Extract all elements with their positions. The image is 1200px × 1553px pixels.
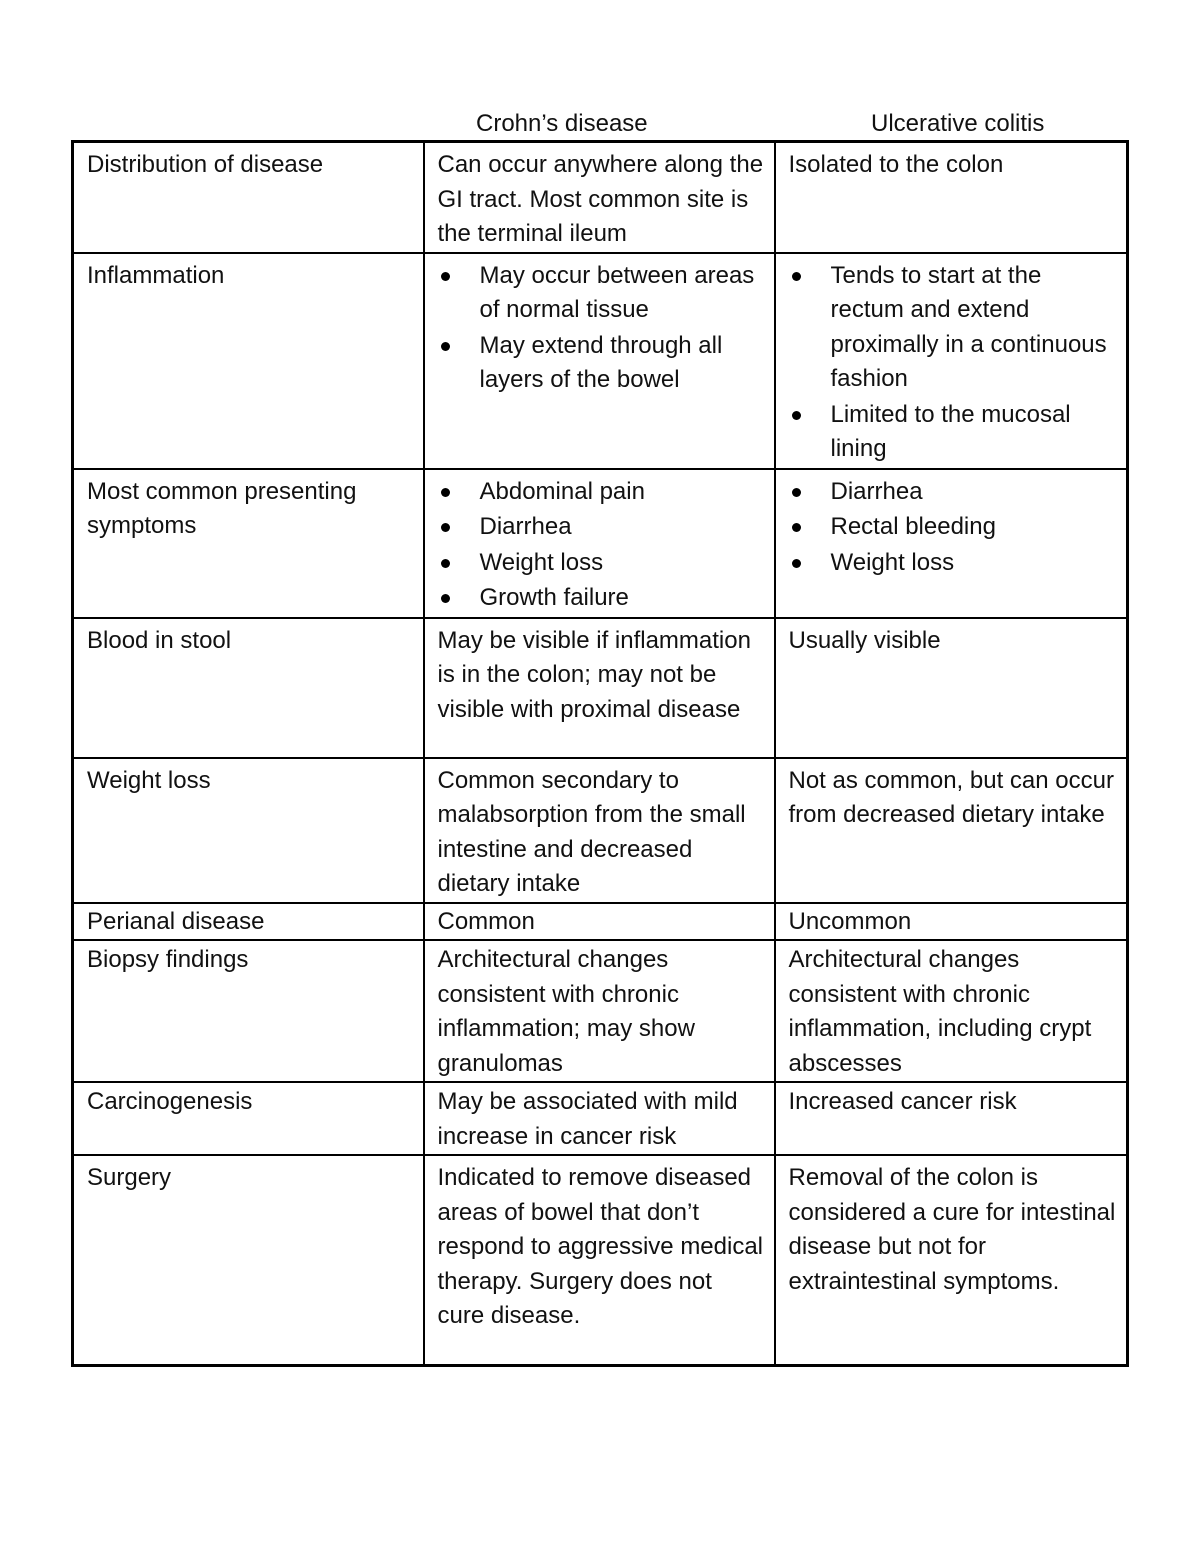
table-row [73, 1082, 1128, 1155]
crohns-cell: Can occur anywhere along the GI tract. Most common site is the terminal ileum [424, 142, 775, 253]
row-label: Carcinogenesis [73, 1082, 424, 1155]
crohns-cell: Indicated to remove diseased areas of bowel that don’t respond to aggressive medical therapy. Surgery does not cure disease. [424, 1155, 775, 1365]
row-label: Biopsy findings [73, 940, 424, 1082]
crohns-cell [424, 469, 775, 618]
uc-cell: Architectural changes consistent with chronic inflammation, including crypt abscesses [775, 940, 1128, 1082]
list-item: Abdominal pain [438, 475, 764, 510]
crohns-cell: May be associated with mild increase in cancer risk [424, 1082, 775, 1155]
bullet-list [789, 475, 1117, 581]
list-item: Growth failure [438, 581, 764, 616]
uc-cell [775, 469, 1128, 618]
row-label: Weight loss [73, 758, 424, 903]
uc-cell: Increased cancer risk [775, 1082, 1128, 1155]
table-row [73, 253, 1128, 469]
crohns-cell: Architectural changes consistent with chronic inflammation; may show granulomas [424, 940, 775, 1082]
row-label: Perianal disease [73, 903, 424, 941]
table-row [73, 940, 1128, 1082]
uc-cell: Not as common, but can occur from decreased dietary intake [775, 758, 1128, 903]
row-label: Inflammation [73, 253, 424, 469]
list-item: Limited to the mucosal lining [789, 398, 1117, 467]
row-label: Blood in stool [73, 618, 424, 758]
table-row [73, 758, 1128, 903]
row-label: Surgery [73, 1155, 424, 1365]
list-item: Diarrhea [438, 510, 764, 545]
uc-cell: Removal of the colon is considered a cure for intestinal disease but not for extraintestinal symptoms. [775, 1155, 1128, 1365]
crohns-cell [424, 253, 775, 469]
list-item: Weight loss [789, 546, 1117, 581]
table-row [73, 618, 1128, 758]
column-header-crohns: Crohn’s disease [476, 110, 648, 137]
crohns-cell: Common secondary to malabsorption from the small intestine and decreased dietary intake [424, 758, 775, 903]
bullet-list [789, 259, 1117, 467]
uc-cell: Isolated to the colon [775, 142, 1128, 253]
table-row [73, 469, 1128, 618]
crohns-cell: Common [424, 903, 775, 941]
bullet-list [438, 259, 764, 398]
row-label: Most common presenting symptoms [73, 469, 424, 618]
table-row [73, 142, 1128, 253]
list-item: Weight loss [438, 546, 764, 581]
table-row [73, 1155, 1128, 1365]
list-item: May occur between areas of normal tissue [438, 259, 764, 328]
list-item: Diarrhea [789, 475, 1117, 510]
list-item: Rectal bleeding [789, 510, 1117, 545]
crohns-cell: May be visible if inflammation is in the colon; may not be visible with proximal disease [424, 618, 775, 758]
list-item: Tends to start at the rectum and extend proximally in a continuous fashion [789, 259, 1117, 397]
uc-cell [775, 253, 1128, 469]
comparison-table [71, 140, 1129, 1367]
table-row [73, 903, 1128, 941]
list-item: May extend through all layers of the bowel [438, 329, 764, 398]
bullet-list [438, 475, 764, 616]
column-header-ulcerative-colitis: Ulcerative colitis [871, 110, 1045, 137]
row-label: Distribution of disease [73, 142, 424, 253]
uc-cell: Usually visible [775, 618, 1128, 758]
uc-cell: Uncommon [775, 903, 1128, 941]
